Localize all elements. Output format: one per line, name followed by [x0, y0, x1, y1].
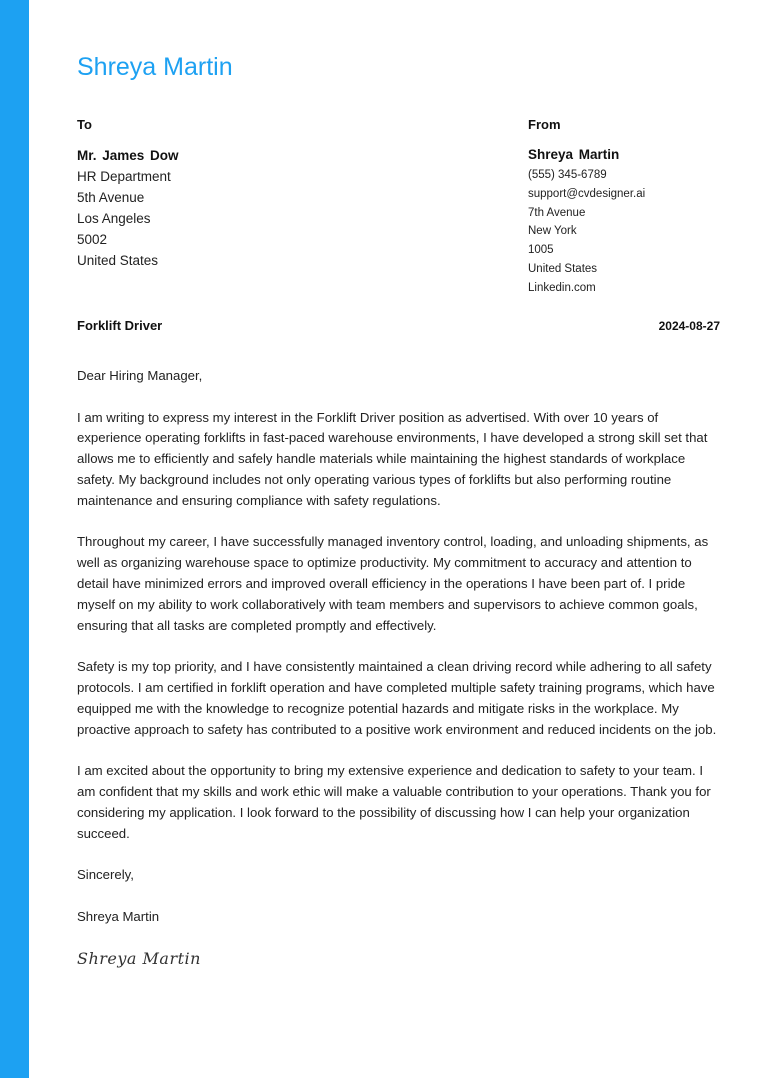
recipient-name: Mr. James Dow: [77, 148, 179, 163]
greeting: Dear Hiring Manager,: [77, 368, 203, 383]
recipient-city: Los Angeles: [77, 211, 151, 226]
sender-country: United States: [528, 262, 598, 275]
body-paragraph: Throughout my career, I have successfully managed inventory control, loading, and unloading shipments, as well as organizing warehouse space to optimize productivity. My commitment to accuracy and attention to detail have minimized errors and improved overall efficiency in the operations I have been part of. I pride myself on my ability to work collaboratively with team members and supervisors to achieve common goals, ensuring that all tasks are completed promptly and effectively.: [77, 534, 709, 633]
sender-email: support@cvdesigner.ai: [528, 187, 646, 200]
sender-website: Linkedin.com: [528, 281, 596, 294]
sender-address-block: [528, 145, 645, 298]
letter-date: 2024-08-27: [658, 319, 720, 333]
sender-name: Shreya Martin: [528, 147, 620, 162]
from-label: From: [528, 117, 561, 132]
handwritten-signature: Shreya Martin: [77, 949, 201, 969]
cover-letter-page: [77, 0, 720, 1078]
recipient-country: United States: [77, 253, 159, 268]
recipient-postal-code: 5002: [77, 232, 108, 247]
position-title: Forklift Driver: [77, 318, 163, 333]
body-paragraph: I am excited about the opportunity to bring my extensive experience and dedication to safety to your team. I am confident that my skills and work ethic will make a valuable contribution to your operations. Thank you for considering my application. I look forward to the possibility of discussing how I can help your organization succeed.: [77, 763, 711, 841]
sender-postal-code: 1005: [528, 244, 554, 257]
applicant-name-heading: Shreya Martin: [77, 53, 233, 81]
sender-city: New York: [528, 225, 577, 238]
recipient-department: HR Department: [77, 169, 171, 184]
recipient-street: 5th Avenue: [77, 190, 145, 205]
recipient-address-block: [77, 145, 179, 271]
body-paragraph: Safety is my top priority, and I have consistently maintained a clean driving record while adhering to all safety protocols. I am certified in forklift operation and have completed multiple safety training programs, which have equipped me with the knowledge to recognize potential hazards and mitigate risks in the workplace. My proactive approach to safety has contributed to a positive work environment and reduced incidents on the job.: [77, 659, 717, 737]
sender-phone: (555) 345-6789: [528, 169, 607, 181]
closing-name: Shreya Martin: [77, 908, 160, 924]
body-paragraph: I am writing to express my interest in the Forklift Driver position as advertised. With over 10 years of experience operating forklifts in fast-paced warehouse environments, I have developed a strong skill set that allows me to efficiently and safely handle materials while maintaining the highest standards of workplace safety. My background includes not only operating various types of forklifts but also performing routine maintenance and ensuring compliance with safety regulations.: [77, 409, 708, 508]
letter-body: [77, 366, 720, 970]
closing-phrase: Sincerely,: [77, 867, 134, 883]
sender-street: 7th Avenue: [528, 206, 586, 219]
accent-sidebar: [0, 0, 29, 1078]
to-label: To: [77, 117, 92, 132]
